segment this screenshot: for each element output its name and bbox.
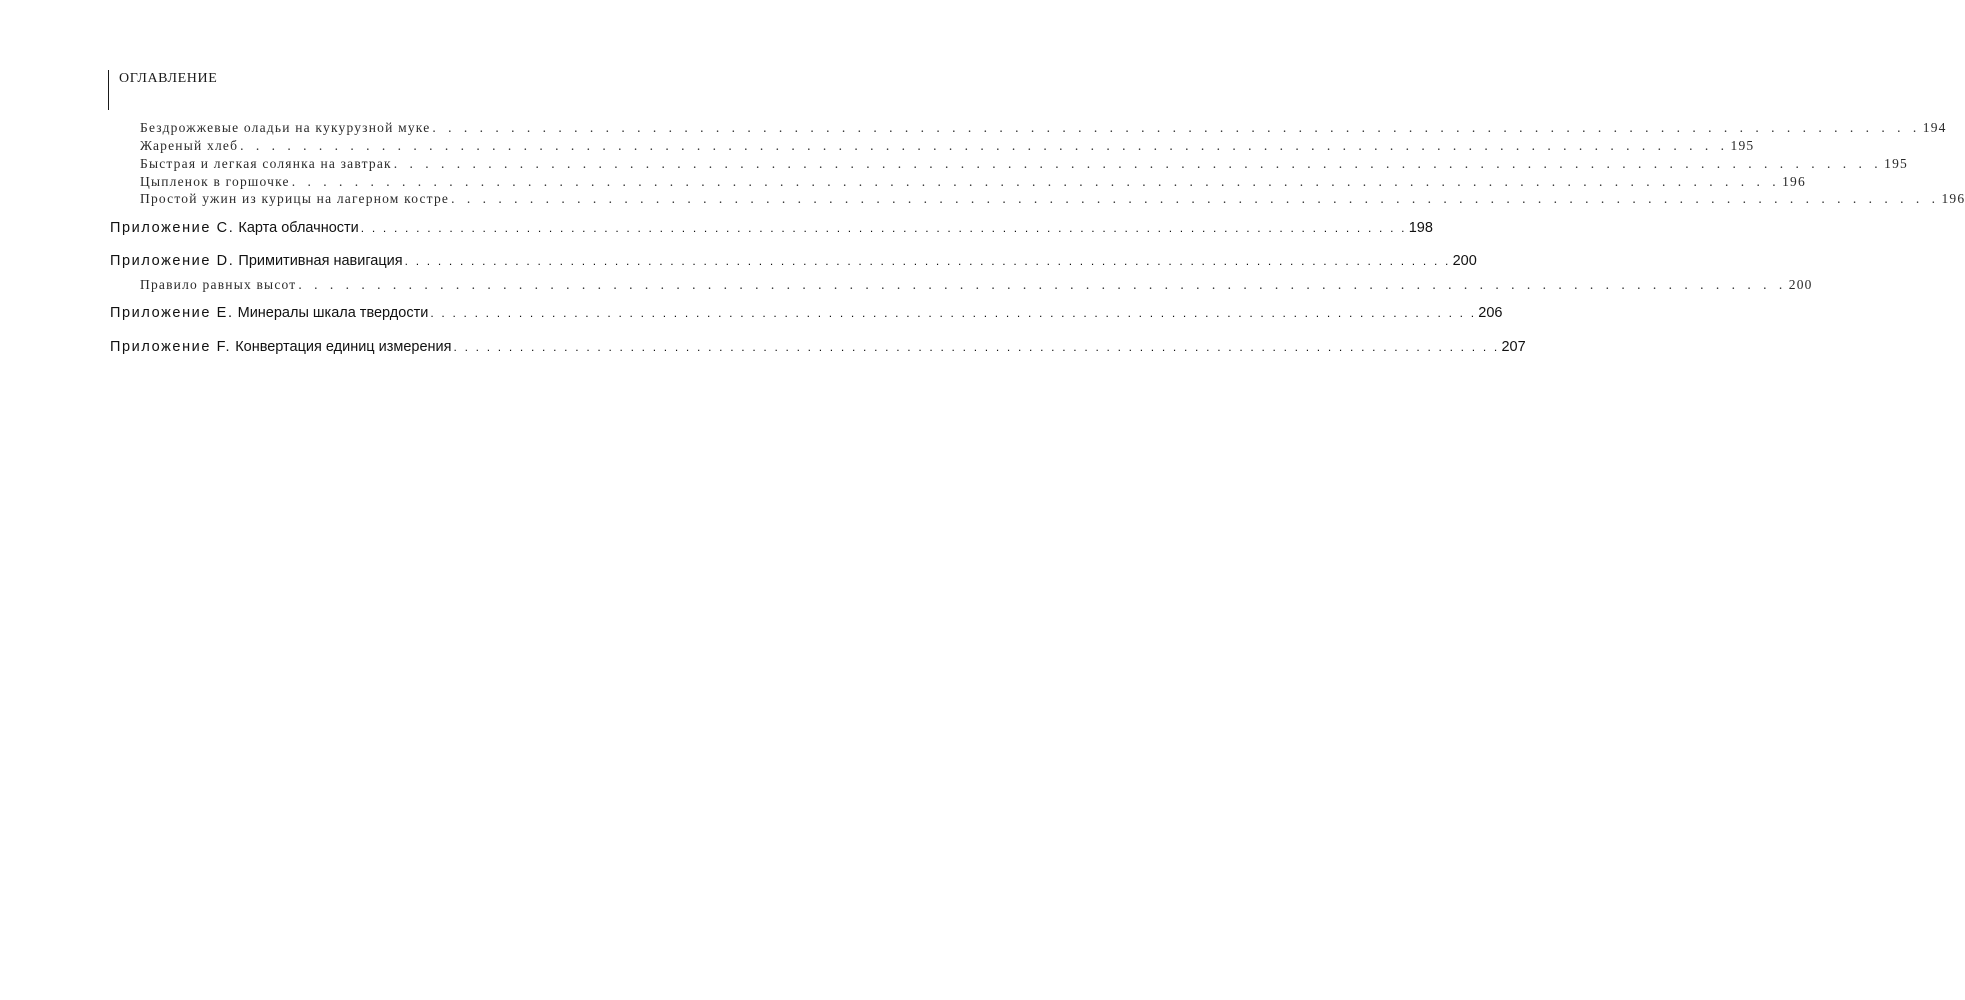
toc-appendix-entry[interactable]	[110, 220, 1433, 236]
toc-entry-page: 196	[1941, 191, 1965, 206]
page-header-title: ОГЛАВЛЕНИЕ	[119, 71, 218, 86]
toc-appendix-entry[interactable]	[110, 305, 1503, 321]
toc-appendix-prefix: Приложение C.	[110, 220, 235, 236]
toc-entry-page: 198	[1408, 220, 1433, 236]
toc-entry-title: Правило равных высот	[140, 277, 297, 292]
toc-entry-title: Минералы шкала твердости	[237, 305, 429, 321]
toc-leader-dots: . . . . . . . . . . . . . . . . . . . . . . . . . . . . . . . . . . . . . . . . . . . . . . . . . . . . . . . . . . . . . . . . . . . . . . . . . . . . . . . . . . . . . . . . . . . . . . .	[430, 306, 1477, 320]
toc-leader-dots: . . . . . . . . . . . . . . . . . . . . . . . . . . . . . . . . . . . . . . . . . . . . . . . . . . . . . . . . . . . . . . . . . . . . . . . . . . . . . . . . . . . . . . . . . . . . . . .	[360, 221, 1407, 235]
toc-entry-title: Бездрожжевые оладьи на кукурузной муке	[140, 120, 431, 135]
toc-leader-dots: . . . . . . . . . . . . . . . . . . . . . . . . . . . . . . . . . . . . . . . . . . . . . . . . . . . . . . . . . . . . . . . . . . . . . . . . . . . . . . . . . . . . . . . . . . . . . . .	[240, 138, 1729, 153]
toc-leader-dots: . . . . . . . . . . . . . . . . . . . . . . . . . . . . . . . . . . . . . . . . . . . . . . . . . . . . . . . . . . . . . . . . . . . . . . . . . . . . . . . . . . . . . . . . . . . . . . .	[404, 254, 1451, 268]
toc-entry-page: 196	[1782, 174, 1806, 189]
toc-leader-dots: . . . . . . . . . . . . . . . . . . . . . . . . . . . . . . . . . . . . . . . . . . . . . . . . . . . . . . . . . . . . . . . . . . . . . . . . . . . . . . . . . . . . . . . . . . . . . . .	[393, 156, 1883, 171]
toc-entry-page: 194	[1922, 120, 1947, 135]
toc-entry[interactable]	[140, 120, 1947, 136]
toc-entry-page: 207	[1501, 339, 1526, 355]
toc-entry[interactable]	[140, 138, 1755, 154]
toc-appendix-entry[interactable]	[110, 253, 1477, 269]
toc-appendix-prefix: Приложение F.	[110, 339, 232, 355]
toc-leader-dots: . . . . . . . . . . . . . . . . . . . . . . . . . . . . . . . . . . . . . . . . . . . . . . . . . . . . . . . . . . . . . . . . . . . . . . . . . . . . . . . . . . . . . . . . . . . . . . .	[451, 191, 1940, 206]
toc-entry-title: Цыпленок в горшочке	[140, 174, 290, 189]
toc-entry[interactable]	[140, 174, 1806, 190]
header-rule	[108, 70, 109, 110]
toc-appendix-prefix: Приложение D.	[110, 253, 235, 269]
toc-entry-title: Карта облачности	[238, 220, 359, 236]
toc-entry[interactable]	[140, 191, 1965, 207]
toc-entry-page: 200	[1788, 277, 1813, 292]
toc-entry-title: Жареный хлеб	[140, 138, 239, 153]
toc-entry[interactable]	[140, 156, 1909, 172]
toc-leader-dots: . . . . . . . . . . . . . . . . . . . . . . . . . . . . . . . . . . . . . . . . . . . . . . . . . . . . . . . . . . . . . . . . . . . . . . . . . . . . . . . . . . . . . . . . . . . . . . .	[298, 277, 1787, 292]
toc-entry-title: Конвертация единиц измерения	[235, 339, 452, 355]
toc-leader-dots: . . . . . . . . . . . . . . . . . . . . . . . . . . . . . . . . . . . . . . . . . . . . . . . . . . . . . . . . . . . . . . . . . . . . . . . . . . . . . . . . . . . . . . . . . . . . . . .	[291, 174, 1781, 189]
toc-entry-title: Быстрая и легкая солянка на завтрак	[140, 156, 392, 171]
toc-entry-title: Простой ужин из курицы на лагерном костре	[140, 191, 450, 206]
toc-entry-page: 200	[1452, 253, 1477, 269]
toc-entry-page: 195	[1730, 138, 1755, 153]
toc-entry-page: 206	[1478, 305, 1503, 321]
toc-entry[interactable]	[140, 277, 1813, 293]
toc-appendix-prefix: Приложение E.	[110, 305, 234, 321]
toc-leader-dots: . . . . . . . . . . . . . . . . . . . . . . . . . . . . . . . . . . . . . . . . . . . . . . . . . . . . . . . . . . . . . . . . . . . . . . . . . . . . . . . . . . . . . . . . . . . . . . .	[453, 340, 1500, 354]
toc-entry-page: 195	[1884, 156, 1909, 171]
toc-appendix-entry[interactable]	[110, 339, 1526, 355]
toc-leader-dots: . . . . . . . . . . . . . . . . . . . . . . . . . . . . . . . . . . . . . . . . . . . . . . . . . . . . . . . . . . . . . . . . . . . . . . . . . . . . . . . . . . . . . . . . . . . . . . .	[432, 120, 1921, 135]
toc-entry-title: Примитивная навигация	[238, 253, 403, 269]
